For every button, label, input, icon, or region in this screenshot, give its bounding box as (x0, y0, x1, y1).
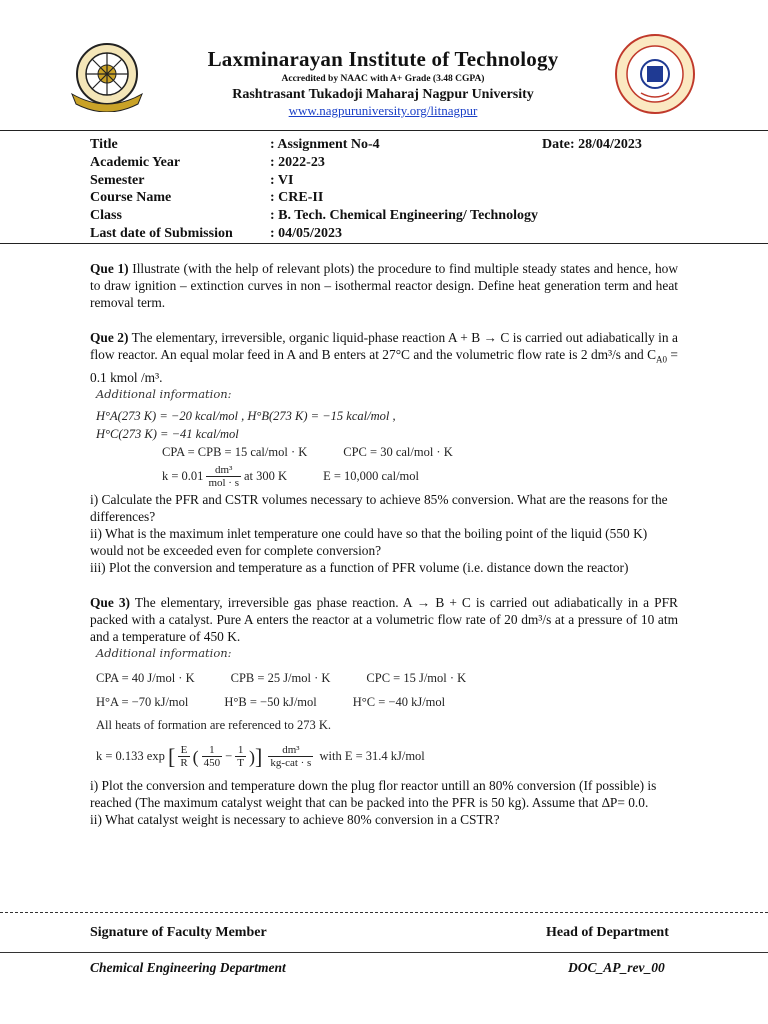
document-code: DOC_AP_rev_00 (568, 960, 665, 975)
meta-row-academic-year: Academic Year : 2022-23 (90, 154, 325, 170)
signature-divider (0, 912, 768, 913)
q3-enthalpies: H°A = −70 kJ/mol H°B = −50 kJ/mol H°C = −40 kJ/mol (96, 694, 446, 709)
q3-additional-info-label: Additional information: (96, 645, 232, 660)
meta-row-submission-date: Last date of Submission : 04/05/2023 (90, 225, 342, 241)
assignment-date: Date: 28/04/2023 (542, 137, 642, 152)
meta-row-class: Class : B. Tech. Chemical Engineering/ Technology (90, 208, 538, 224)
website-link[interactable]: www.nagpuruniversity.org/litnagpur (288, 103, 478, 118)
university-seal-icon (614, 33, 696, 115)
q2-part-i: i) Calculate the PFR and CSTR volumes necessary to achieve 85% conversion. What are the reasons for the differences? (90, 491, 668, 524)
q2-part-iii: iii) Plot the conversion and temperature as a function of PFR volume (i.e. distance down the reactor) (90, 559, 629, 575)
footer-divider (0, 952, 768, 953)
q3-reference-note: All heats of formation are referenced to 273 K. (96, 717, 331, 732)
hod-signature-label: Head of Department (546, 925, 669, 940)
meta-divider (0, 243, 768, 244)
q2-part-ii: ii) What is the maximum inlet temperature one could have so that the boiling point of the liquid (550 K) would not be exceeded even for complete conversion? (90, 525, 648, 558)
q3-heat-capacities: CPA = 40 J/mol · K CPB = 25 J/mol · K CPC = 15 J/mol · K (96, 670, 467, 685)
q2-additional-info-label: Additional information: (96, 386, 232, 401)
q2-enthalpy-ab: H°A(273 K) = −20 kcal/mol , H°B(273 K) = −15 kcal/mol , (96, 408, 396, 423)
question-2: Que 2) The elementary, irreversible, organic liquid-phase reaction A + B → C is carried out adiabatically in a flow reactor. An equal molar feed in A and B enters at 27°C and the volumetric flow rate is 2 dm³/s and $C_{A0} = 0.1$ kmol /m³. (90, 330, 678, 385)
q2-enthalpy-c: H°C(273 K) = −41 kcal/mol (96, 426, 239, 441)
header-divider (0, 130, 768, 131)
q3-rate-constant: k = 0.133 exp [ $\frac{E}{R}$ ( $\frac{1}{450}$ − $\frac{1}{T}$ )] $\frac{\text{dm³}}{\text{kg-cat · s}}$ with E = 31.4 kJ/mol (96, 743, 425, 770)
q3-rate-units: $\frac{\text{dm³}}{\text{kg-cat · s}}$ (270, 744, 312, 770)
question-1: Que 1) Illustrate (with the help of relevant plots) the procedure to find multiple steady states and hence, how to draw ignition – extinction curves in non – isothermal reactor design. Define heat generation term and heat removal term. (90, 261, 678, 310)
university-name: Rashtrasant Tukadoji Maharaj Nagpur University (232, 87, 534, 102)
question-3: Que 3) The elementary, irreversible gas phase reaction. A → B + C is carried out adiabatically in a PFR packed with a catalyst. Pure A enters the reactor at a volumetric flow rate of 20 dm³/s at a pressure of 10 atm and a temperature of 450 K. (90, 594, 678, 644)
faculty-signature-label: Signature of Faculty Member (90, 925, 267, 940)
meta-row-title: Title : Assignment No-4 Date: 28/04/2023 (90, 137, 642, 152)
q2-rate-units: $\frac{\text{dm³}}{\text{mol · s}}$ (208, 464, 239, 490)
institute-name: Laxminarayan Institute of Technology (207, 47, 559, 71)
meta-row-course-name: Course Name : CRE-II (90, 190, 324, 206)
q2-heat-capacities: CPA = CPB = 15 cal/mol · K CPC = 30 cal/mol · K (162, 444, 453, 459)
assignment-meta (90, 136, 690, 243)
institute-seal-icon (66, 40, 148, 112)
q3-part-i: i) Plot the conversion and temperature down the plug flor reactor untill an 80% conversion (If possible) is reached (The maximum catalyst weight that can be packed into the PFR is 50 kg). Assume that ∆P= 0.0. (90, 777, 657, 810)
q3-part-ii: ii) What catalyst weight is necessary to achieve 80% conversion in a CSTR? (90, 811, 500, 827)
meta-row-semester: Semester : VI (90, 172, 294, 188)
document-header (0, 0, 768, 125)
department-name: Chemical Engineering Department (90, 960, 286, 975)
q2-rate-constant: k = 0.01 $\frac{\text{dm³}}{\text{mol · s}}$ at 300 K E = 10,000 cal/mol (162, 464, 419, 490)
questions-body (90, 260, 678, 828)
accreditation-text: Accredited by NAAC with A+ Grade (3.48 CGPA) (281, 74, 485, 84)
